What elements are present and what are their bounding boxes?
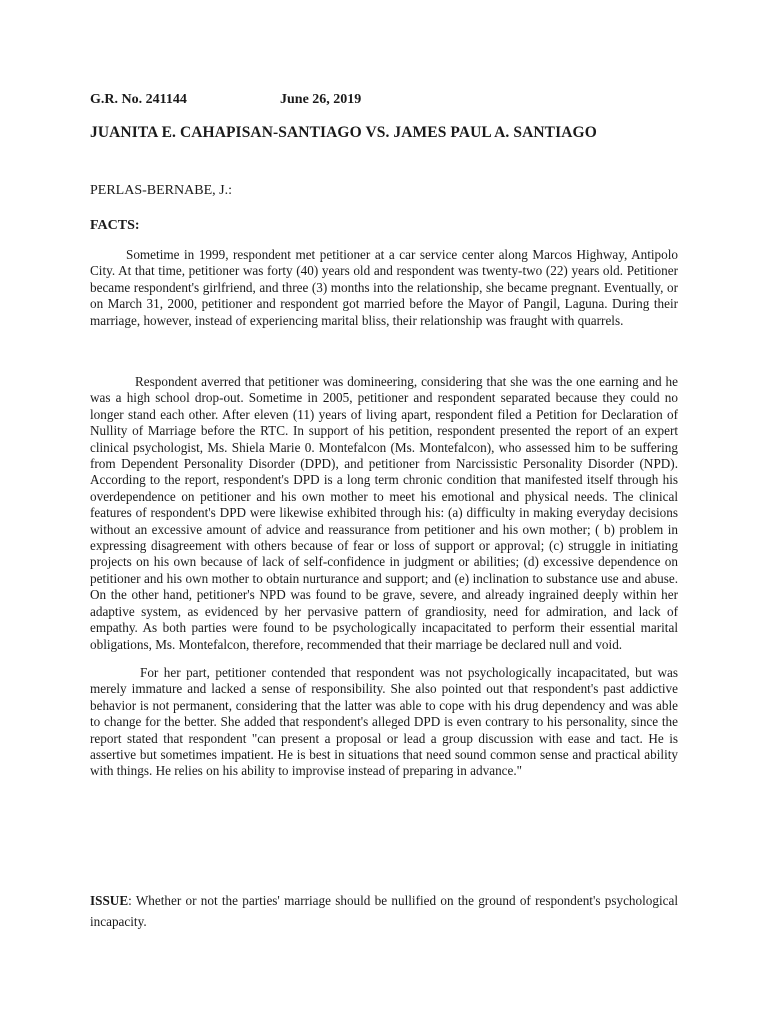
gr-number: G.R. No. 241144 (90, 92, 187, 107)
case-title: JUANITA E. CAHAPISAN-SANTIAGO VS. JAMES PAUL A. SANTIAGO (90, 124, 597, 141)
issue-paragraph (90, 890, 678, 932)
facts-paragraph-1: Sometime in 1999, respondent met petitioner at a car service center along Marcos Highway, Antipolo City. At that time, petitioner was forty (40) years old and respondent was twenty-two (22) years old. Petitioner became respondent's girlfriend, and three (3) months into the relationship, she became pregnant. Eventually, or on March 31, 2000, petitioner and respondent got married before the Mayor of Pangil, Laguna. During their marriage, however, instead of experiencing marital bliss, their relationship was fraught with quarrels. (90, 247, 678, 328)
case-header (90, 92, 690, 108)
decision-date: June 26, 2019 (280, 92, 362, 107)
facts-heading: FACTS: (90, 218, 140, 233)
ponente: PERLAS-BERNABE, J.: (90, 183, 232, 198)
issue-text: : Whether or not the parties' marriage should be nullified on the ground of respondent's psychological incapacity. (90, 893, 678, 929)
facts-paragraph-3: For her part, petitioner contended that respondent was not psychologically incapacitated, but was merely immature and lacked a sense of responsibility. She also pointed out that respondent's past addictive behavior is not permanent, considering that the latter was able to cope with his drug dependency and was able to change for the better. She added that respondent's alleged DPD is even contrary to his personality, since the report stated that respondent "can present a proposal or lead a group discussion with ease and tact. He is assertive but sometimes impatient. He is best in situations that need sound common sense and practical ability with things. He relies on his ability to improvise instead of preparing in advance." (90, 665, 678, 779)
issue-label: ISSUE (90, 893, 129, 908)
facts-paragraph-2: Respondent averred that petitioner was domineering, considering that she was the one earning and he was a high school drop-out. Sometime in 2005, petitioner and respondent separated because they could no longer stand each other. After eleven (11) years of living apart, respondent filed a Petition for Declaration of Nullity of Marriage before the RTC. In support of his petition, respondent presented the report of an expert clinical psychologist, Ms. Shiela Marie 0. Montefalcon (Ms. Montefalcon), who assessed him to be suffering from Dependent Personality Disorder (DPD), and petitioner from Narcissistic Personality Disorder (NPD). According to the report, respondent's DPD is a long term chronic condition that manifested itself through his overdependence on petitioner and his own mother to meet his emotional and physical needs. The clinical features of respondent's DPD were likewise exhibited through his: (a) difficulty in making everyday decisions without an excessive amount of advice and reassurance from petitioner and his own mother; ( b) problem in expressing disagreement with others because of fear or loss of support or approval; (c) struggle in initiating projects on his own because of lack of self-confidence in judgment or abilities; (d) excessive dependence on petitioner and his own mother to obtain nurturance and support; and (e) inclination to substance use and abuse. On the other hand, petitioner's NPD was found to be grave, severe, and already ingrained deeply within her adaptive system, as evidenced by her pervasive pattern of grandiosity, need for admiration, and lack of empathy. As both parties were found to be psychologically incapacitated to perform their essential marital obligations, Ms. Montefalcon, therefore, recommended that their marriage be declared null and void. (90, 374, 678, 652)
